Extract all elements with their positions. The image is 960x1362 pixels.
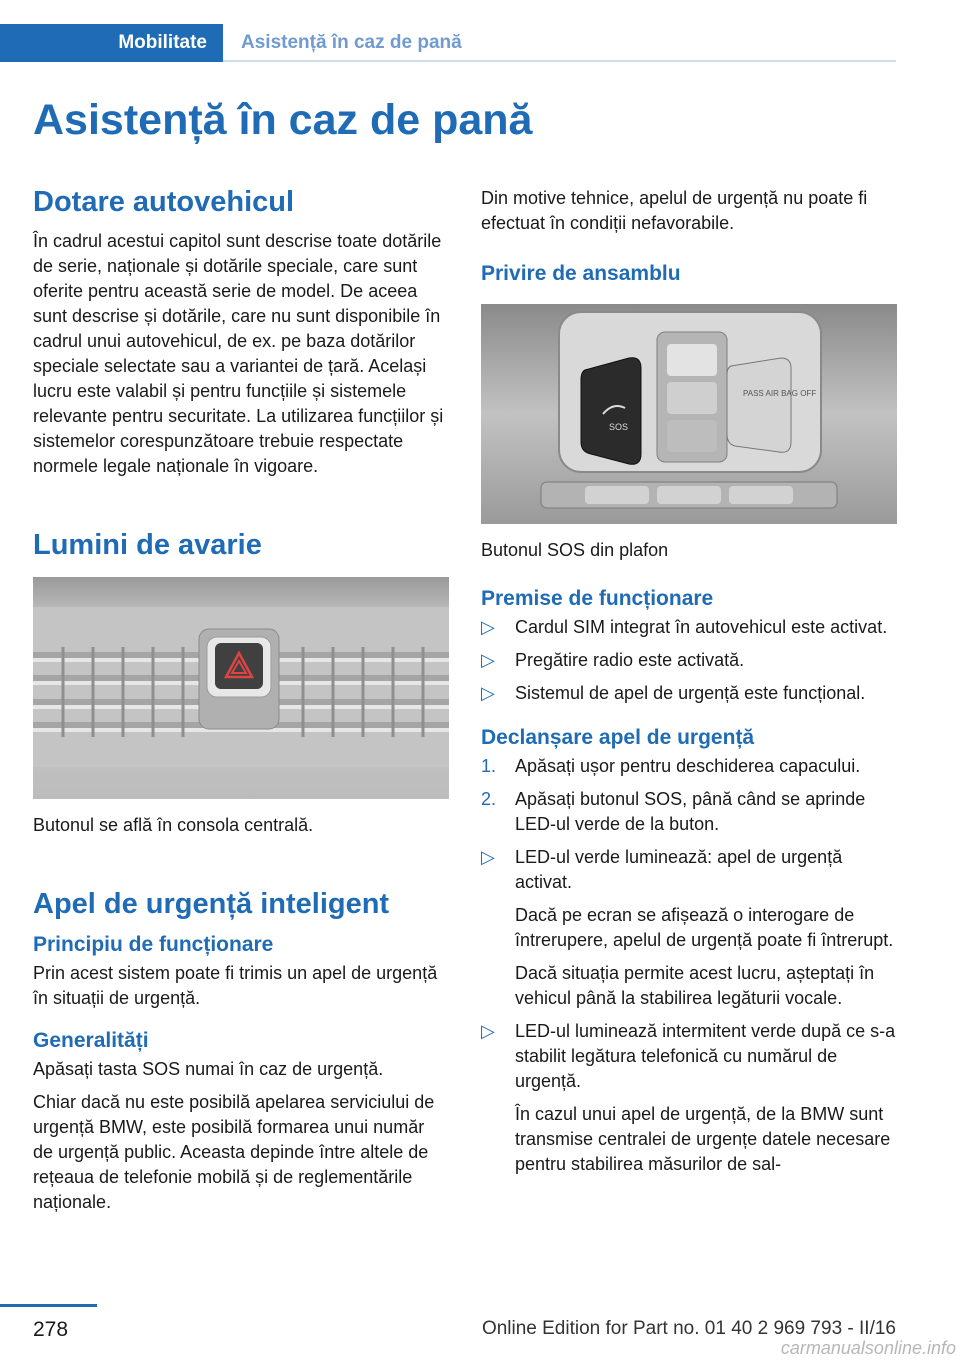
pass-airbag-label: PASS AIR BAG OFF	[743, 389, 817, 398]
tab-mobilitate[interactable]: Mobilitate	[0, 24, 223, 62]
list-item: 2. Apăsați butonul SOS, până când se aprinde LED-ul verde de la buton.	[481, 789, 866, 834]
hazard-figure	[33, 577, 449, 799]
triangle-bullet-icon: ▷	[481, 683, 495, 703]
triangle-bullet-icon: ▷	[481, 1021, 495, 1041]
steps-list	[481, 754, 897, 837]
led1-sub-1: Dacă pe ecran se afișează o interogare de întrerupere, apelul de urgență poate fi întrerupt.	[515, 905, 894, 950]
heading-generalitati: Generalități	[33, 1029, 149, 1052]
caption-hazard: Butonul se află în consola centrală.	[33, 815, 314, 835]
triangle-bullet-icon: ▷	[481, 617, 495, 637]
list-item: ▷ Cardul SIM integrat în autovehicul este activat.	[481, 615, 897, 640]
hazard-photo	[33, 577, 449, 799]
list-item: ▷ LED-ul verde luminează: apel de urgență activat. Dacă pe ecran se afișează o interogare de întrerupere, apelul de urgență poate fi întrerupt. Dacă situația permite acest lucru, așteptați în vehicul până la stabilirea legăturii vocale.	[481, 845, 897, 1011]
list-item: ▷ Sistemul de apel de urgență este funcțional.	[481, 681, 897, 706]
triangle-bullet-icon: ▷	[481, 650, 495, 670]
paragraph-generalitati-2: Chiar dacă nu este posibilă apelarea serviciului de urgență BMW, este posibilă formarea unui număr de urgență public. Aceasta depinde între altele de rețeaua de telefonie mobilă și de reglementările naționale.	[33, 1092, 435, 1212]
page-number: 278	[33, 1318, 69, 1341]
heading-principiu: Principiu de funcționare	[33, 933, 274, 956]
edition-text: Online Edition for Part no. 01 40 2 969 793 - II/16	[481, 1318, 896, 1339]
heading-premise: Premise de funcționare	[481, 587, 714, 610]
tab-asistenta[interactable]: Asistență în caz de pană	[241, 32, 462, 53]
paragraph-generalitati-1: Apăsați tasta SOS numai în caz de urgență.	[33, 1059, 384, 1079]
paragraph-dotare: În cadrul acestui capitol sunt descrise toate dotările de serie, naționale și dotările speciale, care sunt oferite pentru această serie de model. De aceea sunt descrise și dotările, care nu sunt disponibile în cadrul unui autovehicul, de ex. pe baza dotărilor speciale selectate sau a variantei de țară. Același lucru este valabil și pentru funcțiile și sistemele relevante pentru securitate. La utilizarea funcțiilor și sistemelor corespunzătoare trebuie respectate normele legale naționale în vigoare.	[33, 231, 444, 476]
heading-dotare: Dotare autovehicul	[33, 186, 295, 218]
premise-list	[481, 615, 897, 706]
list-item: 1. Apăsați ușor pentru deschiderea capacului.	[481, 756, 861, 776]
led2-sub-1: În cazul unui apel de urgență, de la BMW sunt transmise centralei de urgențe datele necesare pentru stabilirea măsurilor de sal-	[515, 1104, 891, 1174]
led-list	[481, 845, 897, 1177]
triangle-bullet-icon: ▷	[481, 847, 495, 867]
caption-sos: Butonul SOS din plafon	[481, 540, 669, 560]
sos-figure	[481, 304, 897, 524]
paragraph-principiu: Prin acest sistem poate fi trimis un apel de urgență în situații de urgență.	[33, 963, 438, 1008]
footer-bar	[0, 1304, 97, 1307]
paragraph-intro: Din motive tehnice, apelul de urgență nu poate fi efectuat în condiții nefavorabile.	[481, 188, 868, 233]
heading-declansare: Declanșare apel de urgență	[481, 726, 755, 749]
list-item: ▷ Pregătire radio este activată.	[481, 648, 897, 673]
header	[0, 24, 896, 62]
page-title: Asistență în caz de pană	[33, 96, 533, 144]
right-column	[481, 186, 897, 1177]
header-divider	[223, 60, 896, 62]
list-item: ▷ LED-ul luminează intermitent verde după ce s-a stabilit legătura telefonică cu numărul de urgență. În cazul unui apel de urgență, de la BMW sunt transmise centralei de urgențe datele necesare pentru stabilirea măsurilor de sal-	[481, 1019, 897, 1177]
sos-photo	[481, 304, 897, 524]
heading-lumini: Lumini de avarie	[33, 529, 262, 561]
led1-sub-2: Dacă situația permite acest lucru, așteptați în vehicul până la stabilirea legăturii vocale.	[515, 963, 875, 1008]
heading-apel: Apel de urgență inteligent	[33, 888, 390, 920]
heading-privire: Privire de ansamblu	[481, 262, 681, 285]
watermark: carmanualsonline.info	[780, 1338, 956, 1358]
sos-button-label: SOS	[609, 422, 629, 432]
left-column	[33, 186, 449, 1215]
